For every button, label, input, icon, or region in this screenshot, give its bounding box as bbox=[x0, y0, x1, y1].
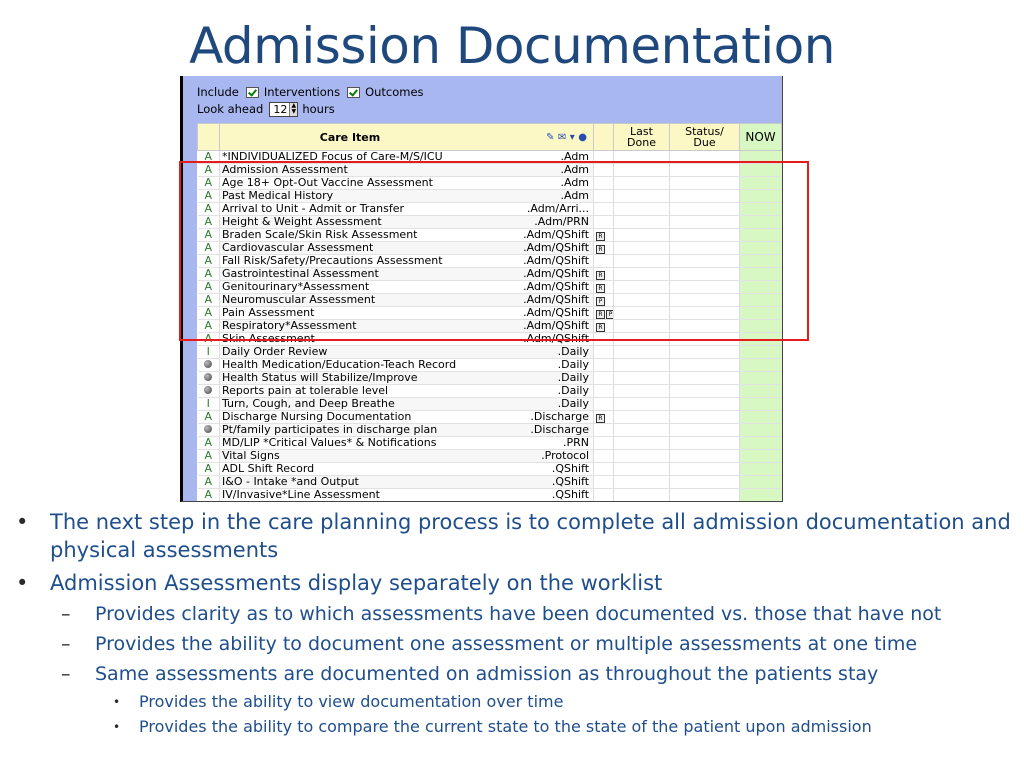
table-row[interactable] bbox=[198, 320, 782, 333]
bullet-level-3 bbox=[113, 692, 1024, 712]
row-icon-cell bbox=[594, 294, 614, 307]
row-icon-cell bbox=[594, 255, 614, 268]
status-cell: I bbox=[198, 398, 220, 411]
table-row[interactable] bbox=[198, 424, 782, 437]
last-done-cell[interactable] bbox=[614, 398, 670, 411]
last-done-header[interactable]: Last Done bbox=[614, 124, 670, 151]
bullet-text: Provides the ability to view documentation over time bbox=[139, 692, 564, 711]
care-item-frequency: .Adm/QShift bbox=[488, 333, 594, 346]
care-item-name[interactable]: Past Medical History bbox=[220, 190, 488, 203]
row-icon-cell bbox=[594, 307, 614, 320]
look-ahead-value[interactable]: 12 bbox=[273, 102, 288, 116]
bullet-text: Same assessments are documented on admission as throughout the patients stay bbox=[95, 663, 879, 685]
care-item-name[interactable]: Health Status will Stabilize/Improve bbox=[220, 372, 488, 385]
care-item-name[interactable]: *INDIVIDUALIZED Focus of Care-M/S/ICU bbox=[220, 151, 488, 164]
status-header bbox=[198, 124, 220, 151]
now-cell[interactable] bbox=[740, 216, 782, 229]
now-cell[interactable] bbox=[740, 268, 782, 281]
status-due-cell[interactable] bbox=[670, 489, 740, 502]
row-icon-cell bbox=[594, 164, 614, 177]
row-icon-cell bbox=[594, 437, 614, 450]
now-cell[interactable] bbox=[740, 294, 782, 307]
bullet-level-3 bbox=[113, 717, 1024, 737]
status-due-cell[interactable] bbox=[670, 424, 740, 437]
protocol-indicator-icon[interactable]: P bbox=[606, 310, 614, 319]
table-row[interactable] bbox=[198, 476, 782, 489]
interventions-label: Interventions bbox=[263, 85, 341, 99]
worklist-panel bbox=[180, 76, 783, 502]
table-row[interactable] bbox=[198, 346, 782, 359]
result-indicator-icon[interactable]: R bbox=[596, 323, 605, 332]
care-item-frequency: .Adm/Arri... bbox=[488, 203, 594, 216]
row-icon-cell bbox=[594, 177, 614, 190]
last-done-cell[interactable] bbox=[614, 450, 670, 463]
outcomes-checkbox[interactable] bbox=[347, 87, 360, 98]
care-item-frequency: .Adm bbox=[488, 177, 594, 190]
table-row[interactable] bbox=[198, 242, 782, 255]
bullet-list bbox=[0, 508, 1024, 742]
last-done-cell[interactable] bbox=[614, 372, 670, 385]
status-due-cell[interactable] bbox=[670, 151, 740, 164]
bullet-marker-icon: • bbox=[16, 510, 29, 534]
status-cell: A bbox=[198, 333, 220, 346]
icon-header bbox=[594, 124, 614, 151]
result-indicator-icon[interactable]: R bbox=[596, 271, 605, 280]
row-icon-cell bbox=[594, 411, 614, 424]
table-row[interactable] bbox=[198, 385, 782, 398]
status-due-cell[interactable] bbox=[670, 398, 740, 411]
table-row[interactable] bbox=[198, 411, 782, 424]
care-item-name[interactable]: Fall Risk/Safety/Precautions Assessment bbox=[220, 255, 488, 268]
header-tool-icons[interactable]: ✎ ✉ ▾ ● bbox=[546, 131, 588, 143]
last-done-cell[interactable] bbox=[614, 489, 670, 502]
care-item-name[interactable]: Admission Assessment bbox=[220, 164, 488, 177]
row-icon-cell bbox=[594, 424, 614, 437]
bullet-marker-icon: – bbox=[61, 663, 71, 685]
status-cell: A bbox=[198, 281, 220, 294]
care-item-name[interactable]: Turn, Cough, and Deep Breathe bbox=[220, 398, 488, 411]
now-cell[interactable] bbox=[740, 476, 782, 489]
table-row[interactable] bbox=[198, 255, 782, 268]
last-done-cell[interactable] bbox=[614, 255, 670, 268]
bullet-marker-icon: • bbox=[16, 571, 29, 595]
result-indicator-icon[interactable]: R bbox=[596, 245, 605, 254]
care-item-frequency: .Adm/QShift bbox=[488, 229, 594, 242]
last-done-cell[interactable] bbox=[614, 385, 670, 398]
status-due-cell[interactable] bbox=[670, 437, 740, 450]
status-due-header[interactable]: Status/ Due bbox=[670, 124, 740, 151]
now-cell[interactable] bbox=[740, 307, 782, 320]
status-due-cell[interactable] bbox=[670, 463, 740, 476]
now-cell[interactable] bbox=[740, 411, 782, 424]
now-cell[interactable] bbox=[740, 463, 782, 476]
status-due-cell[interactable] bbox=[670, 255, 740, 268]
last-done-cell[interactable] bbox=[614, 307, 670, 320]
last-done-cell[interactable] bbox=[614, 437, 670, 450]
row-icon-cell bbox=[594, 151, 614, 164]
care-item-name[interactable]: Genitourinary*Assessment bbox=[220, 281, 488, 294]
status-cell: A bbox=[198, 489, 220, 502]
bullet-marker-icon: – bbox=[61, 603, 71, 625]
care-item-name[interactable]: I&O - Intake *and Output bbox=[220, 476, 488, 489]
now-cell[interactable] bbox=[740, 385, 782, 398]
care-item-frequency: .PRN bbox=[488, 437, 594, 450]
care-item-name[interactable]: Discharge Nursing Documentation bbox=[220, 411, 488, 424]
care-item-name[interactable]: Cardiovascular Assessment bbox=[220, 242, 488, 255]
care-item-frequency: .Daily bbox=[488, 385, 594, 398]
last-done-cell[interactable] bbox=[614, 320, 670, 333]
row-icon-cell bbox=[594, 463, 614, 476]
last-done-cell[interactable] bbox=[614, 203, 670, 216]
table-row[interactable] bbox=[198, 333, 782, 346]
status-cell: A bbox=[198, 307, 220, 320]
status-cell: A bbox=[198, 255, 220, 268]
care-item-frequency: .Discharge bbox=[488, 411, 594, 424]
stepper-arrows-icon[interactable]: ▲ ▼ bbox=[289, 103, 297, 116]
care-item-name[interactable]: Reports pain at tolerable level bbox=[220, 385, 488, 398]
status-due-cell[interactable] bbox=[670, 268, 740, 281]
last-done-cell[interactable] bbox=[614, 333, 670, 346]
status-due-cell[interactable] bbox=[670, 203, 740, 216]
status-cell: A bbox=[198, 437, 220, 450]
now-cell[interactable] bbox=[740, 346, 782, 359]
now-cell[interactable] bbox=[740, 242, 782, 255]
care-item-frequency: .Daily bbox=[488, 346, 594, 359]
table-row[interactable] bbox=[198, 203, 782, 216]
now-cell[interactable] bbox=[740, 489, 782, 502]
bullet-level-2 bbox=[61, 662, 1024, 687]
care-item-name[interactable]: Skin Assessment bbox=[220, 333, 488, 346]
row-icon-cell bbox=[594, 333, 614, 346]
status-due-cell[interactable] bbox=[670, 346, 740, 359]
table-row[interactable] bbox=[198, 398, 782, 411]
table-row[interactable] bbox=[198, 489, 782, 502]
care-item-frequency: .Adm/QShift bbox=[488, 281, 594, 294]
last-done-cell[interactable] bbox=[614, 476, 670, 489]
now-cell[interactable] bbox=[740, 177, 782, 190]
include-label: Include bbox=[197, 85, 239, 99]
status-due-cell[interactable] bbox=[670, 385, 740, 398]
slide-title: Admission Documentation bbox=[189, 17, 835, 75]
care-item-frequency: .QShift bbox=[488, 489, 594, 502]
last-done-cell[interactable] bbox=[614, 229, 670, 242]
now-cell[interactable] bbox=[740, 359, 782, 372]
care-item-frequency: .QShift bbox=[488, 463, 594, 476]
status-cell bbox=[198, 424, 220, 437]
worklist-table bbox=[197, 123, 782, 502]
care-item-frequency: .Discharge bbox=[488, 424, 594, 437]
now-cell[interactable] bbox=[740, 398, 782, 411]
include-row bbox=[197, 84, 424, 100]
last-done-cell[interactable] bbox=[614, 177, 670, 190]
care-item-name[interactable]: Vital Signs bbox=[220, 450, 488, 463]
row-icon-cell bbox=[594, 203, 614, 216]
bullet-marker-icon: – bbox=[61, 633, 71, 655]
outcome-bullet-icon bbox=[204, 373, 212, 381]
status-due-cell[interactable] bbox=[670, 307, 740, 320]
care-item-frequency: .Adm/PRN bbox=[488, 216, 594, 229]
look-ahead-label: Look ahead bbox=[197, 102, 264, 116]
row-icon-cell bbox=[594, 190, 614, 203]
care-item-name[interactable]: ADL Shift Record bbox=[220, 463, 488, 476]
status-cell: A bbox=[198, 216, 220, 229]
status-due-cell[interactable] bbox=[670, 190, 740, 203]
now-cell[interactable] bbox=[740, 203, 782, 216]
care-item-name[interactable]: Health Medication/Education-Teach Record bbox=[220, 359, 488, 372]
status-due-cell[interactable] bbox=[670, 359, 740, 372]
result-indicator-icon[interactable]: R bbox=[596, 414, 605, 423]
bullet-text: Provides clarity as to which assessments have been documented vs. those that have not bbox=[95, 603, 942, 625]
row-icon-cell bbox=[594, 242, 614, 255]
last-done-cell[interactable] bbox=[614, 294, 670, 307]
last-done-cell[interactable] bbox=[614, 411, 670, 424]
row-icon-cell bbox=[594, 476, 614, 489]
status-due-cell[interactable] bbox=[670, 450, 740, 463]
result-indicator-icon[interactable]: R bbox=[596, 310, 605, 319]
now-cell[interactable] bbox=[740, 190, 782, 203]
status-cell: A bbox=[198, 463, 220, 476]
table-row[interactable] bbox=[198, 190, 782, 203]
bullet-text: Admission Assessments display separately on the worklist bbox=[50, 571, 663, 595]
status-cell: A bbox=[198, 229, 220, 242]
care-item-frequency: .Adm bbox=[488, 164, 594, 177]
now-cell[interactable] bbox=[740, 372, 782, 385]
now-cell[interactable] bbox=[740, 281, 782, 294]
status-due-cell[interactable] bbox=[670, 242, 740, 255]
status-cell: A bbox=[198, 203, 220, 216]
now-cell[interactable] bbox=[740, 229, 782, 242]
last-done-cell[interactable] bbox=[614, 190, 670, 203]
care-item-frequency: .Protocol bbox=[488, 450, 594, 463]
care-item-name[interactable]: Pain Assessment bbox=[220, 307, 488, 320]
row-icon-cell bbox=[594, 450, 614, 463]
last-done-cell[interactable] bbox=[614, 346, 670, 359]
last-done-cell[interactable] bbox=[614, 164, 670, 177]
bullet-text: The next step in the care planning process is to complete all admission documentation and physical assessments bbox=[50, 510, 1011, 562]
look-ahead-row bbox=[197, 101, 335, 117]
now-cell[interactable] bbox=[740, 320, 782, 333]
row-icon-cell bbox=[594, 229, 614, 242]
status-due-cell[interactable] bbox=[670, 164, 740, 177]
last-done-cell[interactable] bbox=[614, 463, 670, 476]
table-row[interactable] bbox=[198, 294, 782, 307]
care-item-frequency: .Adm/QShift bbox=[488, 294, 594, 307]
care-item-header[interactable]: Care Item ✎ ✉ ▾ ● bbox=[220, 124, 594, 151]
status-due-cell[interactable] bbox=[670, 476, 740, 489]
row-icon-cell bbox=[594, 489, 614, 502]
outcome-bullet-icon bbox=[204, 425, 212, 433]
status-due-cell[interactable] bbox=[670, 411, 740, 424]
outcome-bullet-icon bbox=[204, 386, 212, 394]
bullet-level-1 bbox=[16, 569, 1024, 597]
care-item-name[interactable]: MD/LIP *Critical Values* & Notifications bbox=[220, 437, 488, 450]
table-row[interactable] bbox=[198, 450, 782, 463]
last-done-cell[interactable] bbox=[614, 281, 670, 294]
care-item-frequency: .Adm/QShift bbox=[488, 268, 594, 281]
care-item-name[interactable]: Age 18+ Opt-Out Vaccine Assessment bbox=[220, 177, 488, 190]
care-item-frequency: .Daily bbox=[488, 398, 594, 411]
status-due-cell[interactable] bbox=[670, 294, 740, 307]
care-item-name[interactable]: Respiratory*Assessment bbox=[220, 320, 488, 333]
table-row[interactable] bbox=[198, 463, 782, 476]
now-cell[interactable] bbox=[740, 151, 782, 164]
care-item-frequency: .QShift bbox=[488, 476, 594, 489]
status-cell: A bbox=[198, 164, 220, 177]
table-row[interactable] bbox=[198, 151, 782, 164]
care-item-frequency: .Adm bbox=[488, 190, 594, 203]
last-done-cell[interactable] bbox=[614, 268, 670, 281]
status-cell: A bbox=[198, 177, 220, 190]
care-item-name[interactable]: IV/Invasive*Line Assessment bbox=[220, 489, 488, 502]
table-row[interactable] bbox=[198, 164, 782, 177]
row-icon-cell bbox=[594, 281, 614, 294]
status-due-cell[interactable] bbox=[670, 320, 740, 333]
status-cell: A bbox=[198, 411, 220, 424]
now-cell[interactable] bbox=[740, 424, 782, 437]
status-cell: A bbox=[198, 151, 220, 164]
care-item-frequency: .Daily bbox=[488, 359, 594, 372]
table-row[interactable] bbox=[198, 372, 782, 385]
look-ahead-stepper[interactable] bbox=[269, 102, 298, 117]
status-due-cell[interactable] bbox=[670, 216, 740, 229]
status-due-cell[interactable] bbox=[670, 177, 740, 190]
care-item-frequency: .Adm/QShift bbox=[488, 320, 594, 333]
status-cell bbox=[198, 385, 220, 398]
now-cell[interactable] bbox=[740, 255, 782, 268]
care-item-frequency: .Adm bbox=[488, 151, 594, 164]
care-item-name[interactable]: Neuromuscular Assessment bbox=[220, 294, 488, 307]
bullet-marker-icon: • bbox=[113, 695, 121, 709]
care-item-name[interactable]: Daily Order Review bbox=[220, 346, 488, 359]
bullet-marker-icon: • bbox=[113, 720, 121, 734]
status-cell: A bbox=[198, 294, 220, 307]
now-cell[interactable] bbox=[740, 437, 782, 450]
row-icon-cell bbox=[594, 398, 614, 411]
now-cell[interactable] bbox=[740, 333, 782, 346]
last-done-cell[interactable] bbox=[614, 424, 670, 437]
care-item-frequency: .Adm/QShift bbox=[488, 242, 594, 255]
row-icon-cell bbox=[594, 320, 614, 333]
status-cell: A bbox=[198, 242, 220, 255]
outcome-bullet-icon bbox=[204, 360, 212, 368]
now-cell[interactable] bbox=[740, 450, 782, 463]
bullet-level-1 bbox=[16, 508, 1024, 564]
status-cell: A bbox=[198, 476, 220, 489]
now-cell[interactable] bbox=[740, 164, 782, 177]
status-cell: A bbox=[198, 268, 220, 281]
status-cell: A bbox=[198, 450, 220, 463]
row-icon-cell bbox=[594, 372, 614, 385]
last-done-cell[interactable] bbox=[614, 216, 670, 229]
status-due-cell[interactable] bbox=[670, 281, 740, 294]
interventions-checkbox[interactable] bbox=[246, 87, 259, 98]
table-row[interactable] bbox=[198, 281, 782, 294]
care-item-frequency: .Adm/QShift bbox=[488, 307, 594, 320]
status-due-cell[interactable] bbox=[670, 229, 740, 242]
now-header[interactable]: NOW bbox=[740, 124, 782, 151]
care-item-name[interactable]: Arrival to Unit - Admit or Transfer bbox=[220, 203, 488, 216]
status-due-cell[interactable] bbox=[670, 333, 740, 346]
table-row[interactable] bbox=[198, 177, 782, 190]
last-done-cell[interactable] bbox=[614, 242, 670, 255]
row-icon-cell bbox=[594, 216, 614, 229]
table-header-row bbox=[198, 124, 782, 151]
status-cell: A bbox=[198, 190, 220, 203]
hours-label: hours bbox=[302, 102, 335, 116]
result-indicator-icon[interactable]: R bbox=[596, 284, 605, 293]
last-done-cell[interactable] bbox=[614, 359, 670, 372]
care-item-name[interactable]: Height & Weight Assessment bbox=[220, 216, 488, 229]
status-cell: A bbox=[198, 320, 220, 333]
last-done-cell[interactable] bbox=[614, 151, 670, 164]
care-item-frequency: .Daily bbox=[488, 372, 594, 385]
row-icon-cell bbox=[594, 346, 614, 359]
status-due-cell[interactable] bbox=[670, 372, 740, 385]
bullet-text: Provides the ability to compare the current state to the state of the patient upon admission bbox=[139, 717, 872, 736]
bullet-text: Provides the ability to document one assessment or multiple assessments at one time bbox=[95, 633, 918, 655]
table-row[interactable] bbox=[198, 437, 782, 450]
care-item-name[interactable]: Pt/family participates in discharge plan bbox=[220, 424, 488, 437]
result-indicator-icon[interactable]: R bbox=[596, 232, 605, 241]
outcomes-label: Outcomes bbox=[365, 85, 424, 99]
bullet-level-2 bbox=[61, 632, 1024, 657]
row-icon-cell bbox=[594, 385, 614, 398]
status-cell bbox=[198, 359, 220, 372]
status-cell bbox=[198, 372, 220, 385]
care-item-frequency: .Adm/QShift bbox=[488, 255, 594, 268]
status-cell: I bbox=[198, 346, 220, 359]
care-item-name[interactable]: Braden Scale/Skin Risk Assessment bbox=[220, 229, 488, 242]
row-icon-cell bbox=[594, 359, 614, 372]
table-row[interactable] bbox=[198, 359, 782, 372]
worklist-body bbox=[198, 151, 782, 502]
table-row[interactable] bbox=[198, 229, 782, 242]
care-item-name[interactable]: Gastrointestinal Assessment bbox=[220, 268, 488, 281]
row-icon-cell bbox=[594, 268, 614, 281]
protocol-indicator-icon[interactable]: P bbox=[596, 297, 605, 306]
table-row[interactable] bbox=[198, 216, 782, 229]
bullet-level-2 bbox=[61, 602, 1024, 627]
table-row[interactable] bbox=[198, 307, 782, 320]
table-row[interactable] bbox=[198, 268, 782, 281]
